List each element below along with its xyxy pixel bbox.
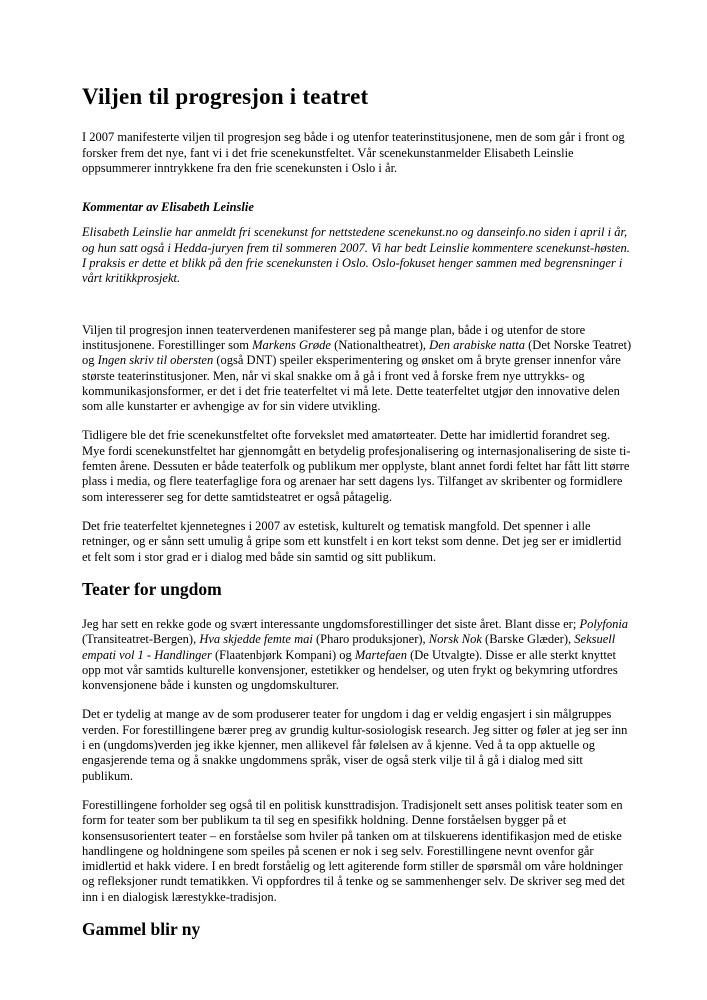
paragraph-intro-field: Viljen til progresjon innen teaterverdenen manifesterer seg på mange plan, både i og utenfor de store institusjonene. Forestillinger som Markens Grøde (Nationaltheatret), Den arabiske natta (Det Norske Teatret) og Ingen skriv til obersten (også DNT) speiler eksperimentering og ønsket om å bryte grenser innenfor våre største teaterinstitusjoner. Men, når vi skal snakke om å gå i front ved å forske frem nye uttrykks- og kommunikasjonsformer, er det i det frie teaterfeltet vi må lete. Dette teaterfeltet utgjør den innovative delen som alle kunstarter er avhengige av for sin videre utvikling. [82,322,632,414]
article-lead: I 2007 manifesterte viljen til progresjon seg både i og utenfor teaterinstitusjonene, men de som går i front og forsker frem det nye, fant vi i det frie scenekunstfeltet. Vår scenekunstanmelder Elisabeth Leinslie oppsummerer inntrykkene fra den frie scenekunsten i Oslo i år. [82,130,625,175]
paragraph-youth-performances: Jeg har sett en rekke gode og svært interessante ungdomsforestillinger det siste året. Blant disse er; Polyfonia (Transiteatret-Bergen), Hva skjedde femte mai (Pharo produksjoner), Norsk Nok (Barske Glæder), Seksuell empati vol 1 - Handlinger (Flaatenbjørk Kompani) og Martefaen (De Utvalgte). Disse er alle sterkt knyttet opp mot vår samtids kulturelle konvensjoner, estetikker og hendelser, og uten frykt og bekymring utfordres konvensjonene både i kunsten og ungdomskulturer. [82,616,629,693]
article-title: Viljen til progresjon i teatret [82,84,369,109]
paragraph-youth-research: Det er tydelig at mange av de som produserer teater for ungdom i dag er veldig engasjert i sin målgruppes verden. For forestillingene bærer preg av grundig kultur-sosiologisk research. Jeg sitter og føler at jeg ser inn i en (ungdoms)verden jeg ikke kjenner, men allikevel får følelsen av å kjenne. Ved å ta opp aktuelle og engasjerende tema og å snakke ungdommens språk, viser de også sterk vilje til å gå i dialog med sitt publikum. [82,707,628,783]
author-bio: Elisabeth Leinslie har anmeldt fri scenekunst for nettstedene scenekunst.no og danseinfo.no siden i april i år, og hun satt også i Hedda-juryen frem til sommeren 2007. Vi har bedt Leinslie kommentere scenekunst-høsten. I praksis er dette et blikk på den frie scenekunsten i Oslo. Oslo-fokuset henger sammen med begrensninger i vårt kritikkprosjekt. [82,225,630,286]
section-heading-gammel-blir-ny: Gammel blir ny [82,919,201,939]
article [82,84,633,957]
paragraph-professionalisation: Tidligere ble det frie scenekunstfeltet ofte forvekslet med amatørteater. Dette har imidlertid forandret seg. Mye fordi scenekunstfeltet har gjennomgått en betydelig profesjonalisering og internasjonalisering de siste ti-femten årene. Dessuten er både teaterfolk og publikum mer opplyste, blant annet fordi feltet har fått litt større plass i media, og flere teaterfaglige fora og arenaer har sett dagens lys. Tilfanget av skribenter og formidlere som interesserer seg for dette samtidsteatret er også påtagelig. [82,428,631,504]
paragraph-political-tradition: Forestillingene forholder seg også til en politisk kunsttradisjon. Tradisjonelt sett anses politisk teater som en form for teater som ber publikum ta til seg en spesifikk holdning. Denne forståelsen bygger på et konsensusorientert teater – en forståelse som hviler på tanken om at tilskuerens identifikasjon med de etiske handlingene og holdningene som speiles på scenen er nok i seg selv. Forestillingene nevnt ovenfor går imidlertid et hakk videre. I en bredt forståelig og lett agiterende form stiller de spørsmål om våre holdninger og refleksjoner rundt tematikken. Vi oppfordres til å tenke og se sammenhenger selv. De skriver seg med det inn i en dialogisk lærestykke-tradisjon. [82,797,625,904]
paragraph-diversity: Det frie teaterfeltet kjennetegnes i 2007 av estetisk, kulturelt og tematisk mangfold. Det spenner i alle retninger, og er sånn sett umulig å gripe som ett kunstfelt i en kort tekst som denne. Det jeg ser er imidlertid et felt som i stor grad er i dialog med både sin samtid og sitt publikum. [82,518,622,564]
article-byline: Kommentar av Elisabeth Leinslie [82,200,254,215]
section-heading-teater-for-ungdom: Teater for ungdom [82,578,222,599]
